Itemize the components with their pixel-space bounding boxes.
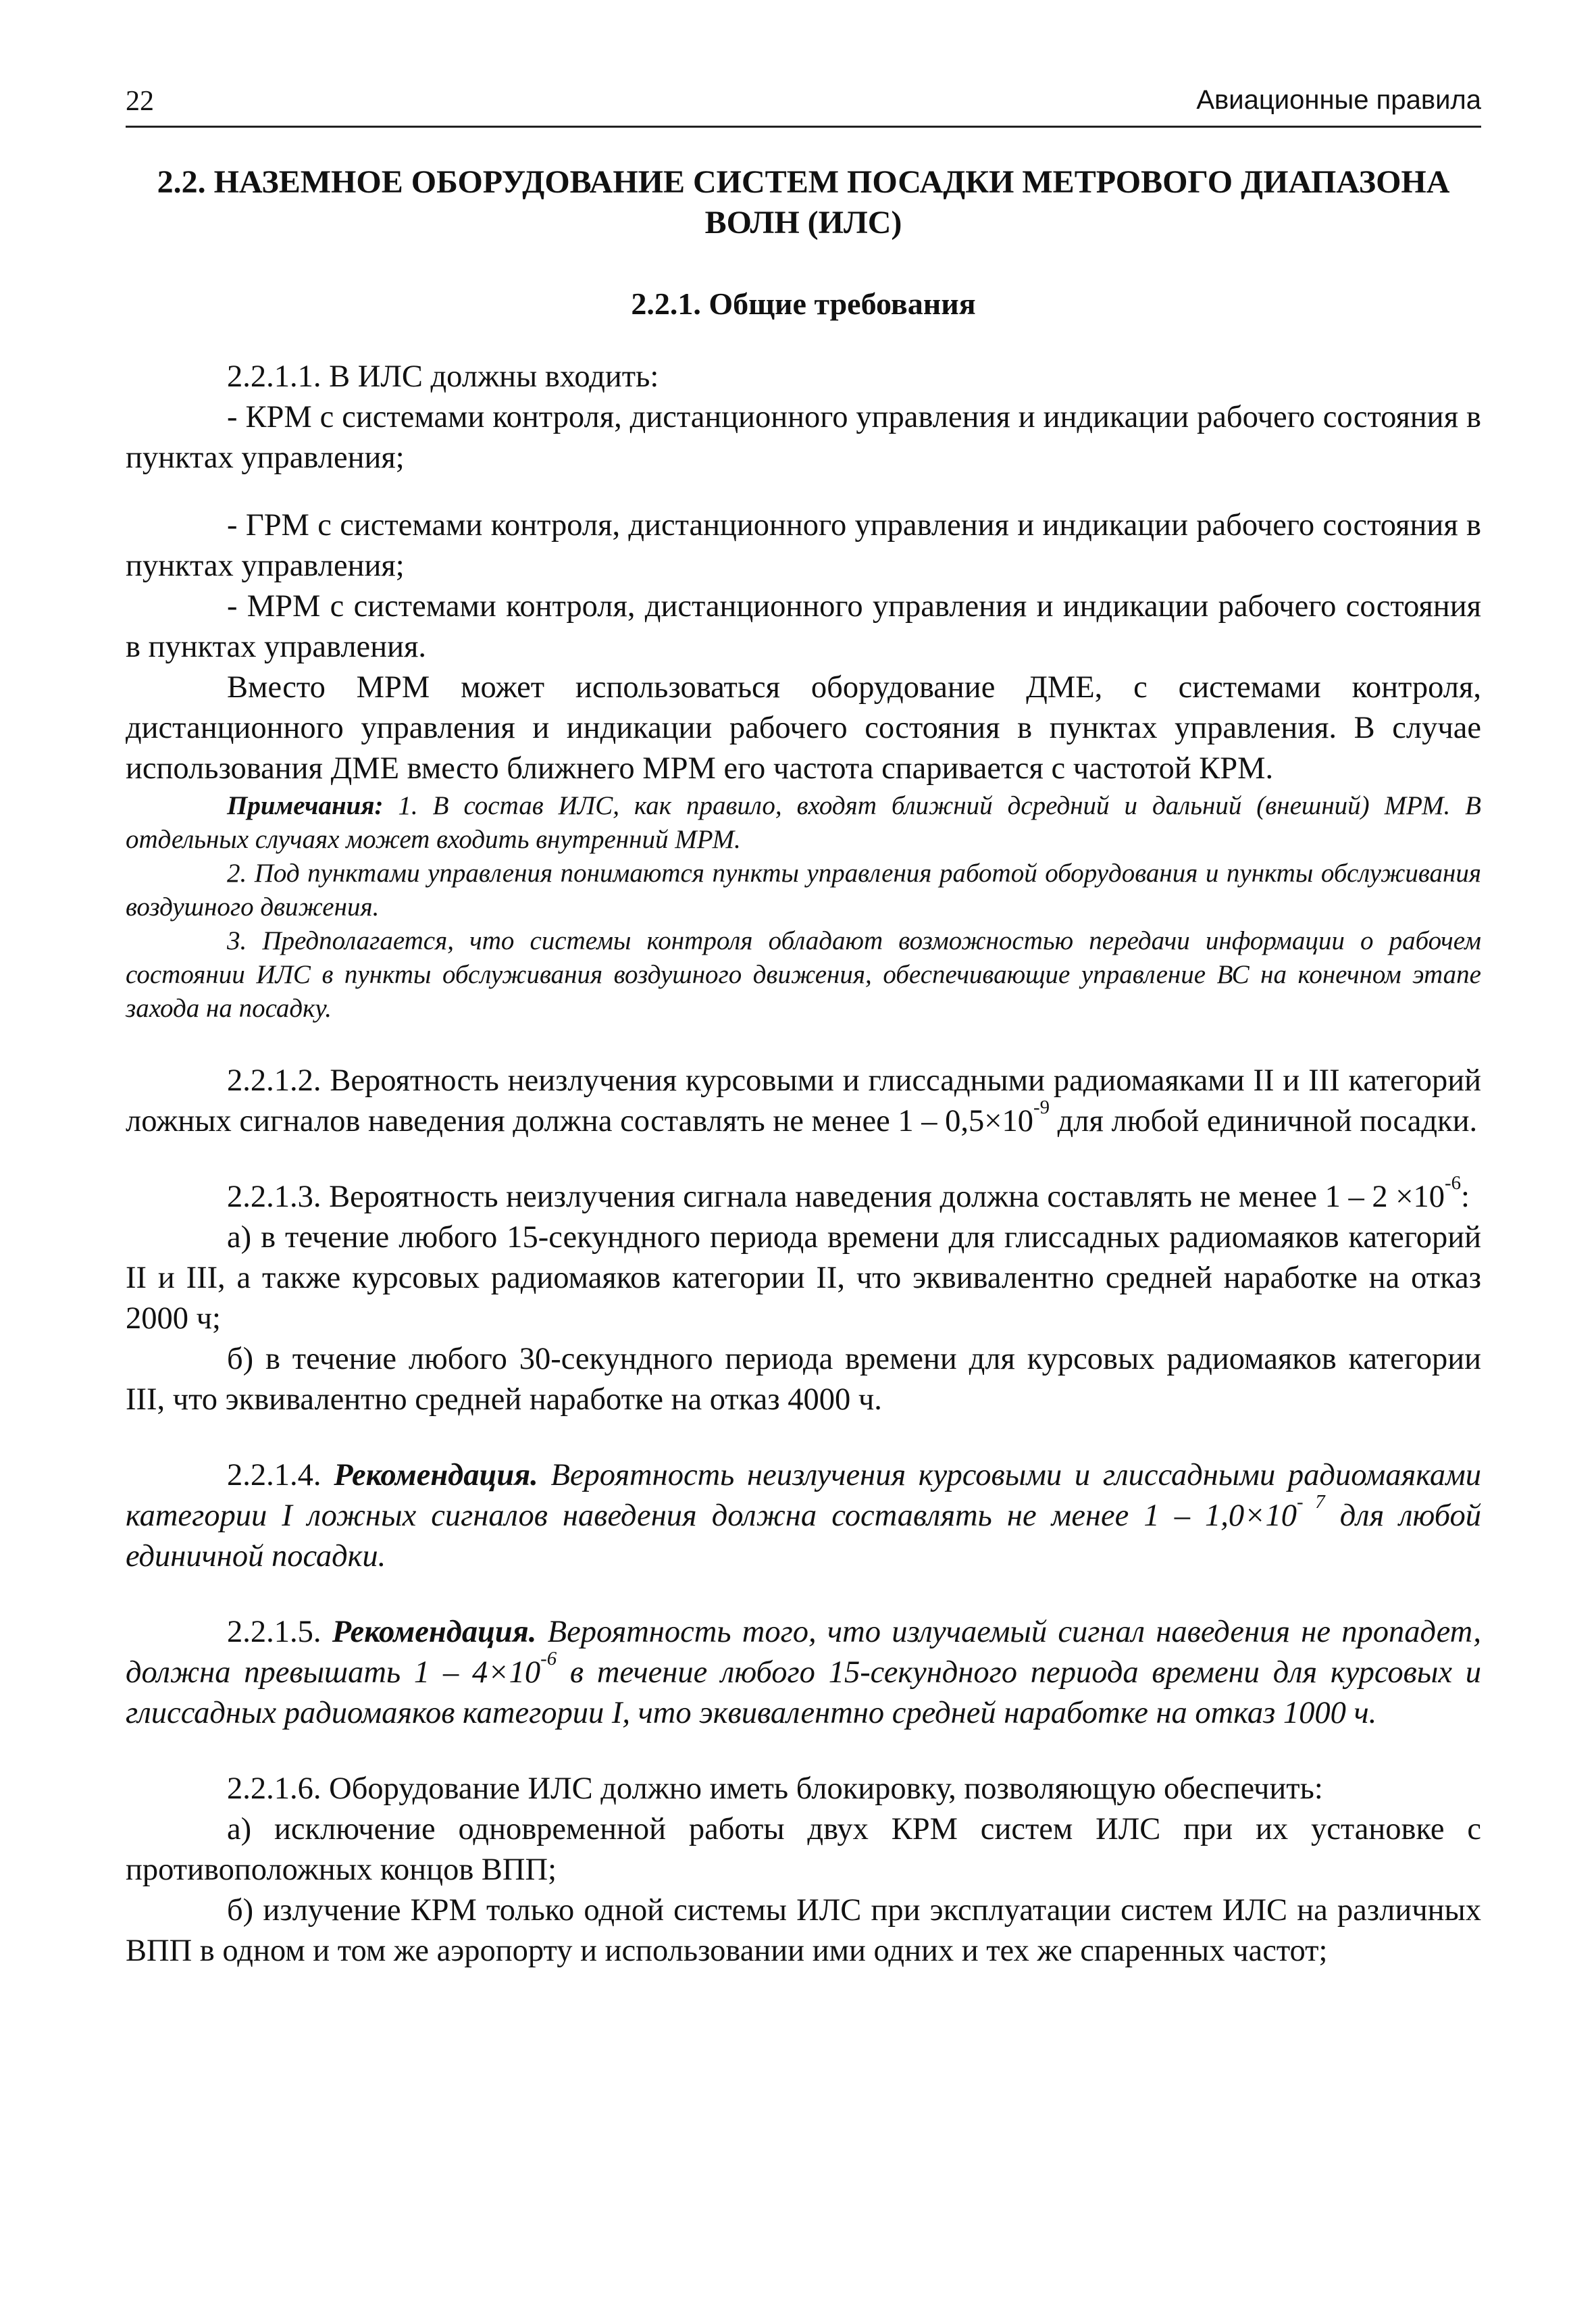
notes-block	[126, 789, 1481, 1026]
list-item-2-2-1-3-b: б) в течение любого 30-секундного периода времени для курсовых радиомаяков категории III, что эквивалентно средней наработке на отказ 4000 ч.	[126, 1342, 1481, 1417]
page-header	[126, 82, 1481, 128]
paragraph-2-2-1-2: 2.2.1.2. Вероятность неизлучения курсовыми и глиссадными радиомаяками II и III категорий ложных сигналов наведения должна составлять не менее $1 - 0,5\times 10^{-9}$ для любой единичной посадки.	[126, 1063, 1481, 1138]
subsection-title: 2.2.1. Общие требования	[631, 286, 976, 321]
paragraph-2-2-1-4: 2.2.1.4. Рекомендация. Вероятность неизлучения курсовыми и глиссадными радиомаяками категории I ложных сигналов наведения должна составлять не менее $1 - 1,0\times 10^{- 7}$ для любой единичной посадки.	[126, 1458, 1481, 1574]
running-title: Авиационные правила	[1196, 85, 1481, 115]
recommendation-label: Рекомендация.	[334, 1458, 538, 1492]
paragraph-2-2-1-1-intro: 2.2.1.1. В ИЛС должны входить:	[227, 359, 659, 394]
list-item-krm: - КРМ с системами контроля, дистанционного управления и индикации рабочего состояния в пунктах управления;	[126, 400, 1481, 475]
list-item-2-2-1-6-b: б) излучение КРМ только одной системы ИЛС при эксплуатации систем ИЛС на различных ВПП в одном и том же аэропорту и использовании ими одних и тех же спаренных частот;	[126, 1893, 1481, 1968]
list-item-2-2-1-3-a: а) в течение любого 15-секундного периода времени для глиссадных радиомаяков категорий II и III, а также курсовых радиомаяков категории II, что эквивалентно средней наработке на отказ 2000 ч;	[126, 1220, 1481, 1336]
notes-label: Примечания:	[227, 791, 384, 820]
paragraph-2-2-1-3: 2.2.1.3. Вероятность неизлучения сигнала наведения должна составлять не менее $1 - 2 \times 10^{-6}$:	[227, 1172, 1470, 1214]
note-3: 3. Предполагается, что системы контроля обладают возможностью передачи информации о рабочем состоянии ИЛС в пункты обслуживания воздушного движения, обеспечивающие управление ВС на конечном этапе захода на посадку.	[126, 926, 1481, 1023]
page-number: 22	[126, 86, 154, 117]
list-item-grm: - ГРМ с системами контроля, дистанционного управления и индикации рабочего состояния в пунктах управления;	[126, 508, 1481, 583]
paragraph-2-2-1-5: 2.2.1.5. Рекомендация. Вероятность того, что излучаемый сигнал наведения не пропадет, должна превышать $1 - 4\times 10^{-6}$ в течение любого 15-секундного периода времени для курсовых и глиссадных радиомаяков категории I, что эквивалентно средней наработке на отказ 1000 ч.	[126, 1615, 1482, 1730]
section-title: 2.2. НАЗЕМНОЕ ОБОРУДОВАНИЕ СИСТЕМ ПОСАДКИ МЕТРОВОГО ДИАПАЗОНА ВОЛН (ИЛС)	[157, 164, 1450, 241]
page-body	[126, 162, 1481, 1971]
note-2: 2. Под пунктами управления понимаются пункты управления работой оборудования и пункты обслуживания воздушного движения.	[126, 859, 1481, 922]
paragraph-2-2-1-6-intro: 2.2.1.6. Оборудование ИЛС должно иметь блокировку, позволяющую обеспечить:	[227, 1771, 1323, 1806]
list-item-mrm: - МРМ с системами контроля, дистанционного управления и индикации рабочего состояния в пунктах управления.	[126, 589, 1481, 664]
list-item-2-2-1-6-a: а) исключение одновременной работы двух КРМ систем ИЛС при их установке с противоположных концов ВПП;	[126, 1812, 1481, 1887]
note-1	[126, 789, 1481, 857]
recommendation-label: Рекомендация.	[332, 1615, 537, 1649]
paragraph-dme: Вместо МРМ может использоваться оборудование ДМЕ, с системами контроля, дистанционного управления и индикации рабочего состояния в пунктах управления. В случае использования ДМЕ вместо ближнего МРМ его частота спаривается с частотой КРМ.	[126, 670, 1481, 786]
note-1-text: 1. В состав ИЛС, как правило, входят ближний дсредний и дальний (внешний) МРМ. В отдельных случаях может входить внутренний МРМ.	[126, 791, 1482, 854]
